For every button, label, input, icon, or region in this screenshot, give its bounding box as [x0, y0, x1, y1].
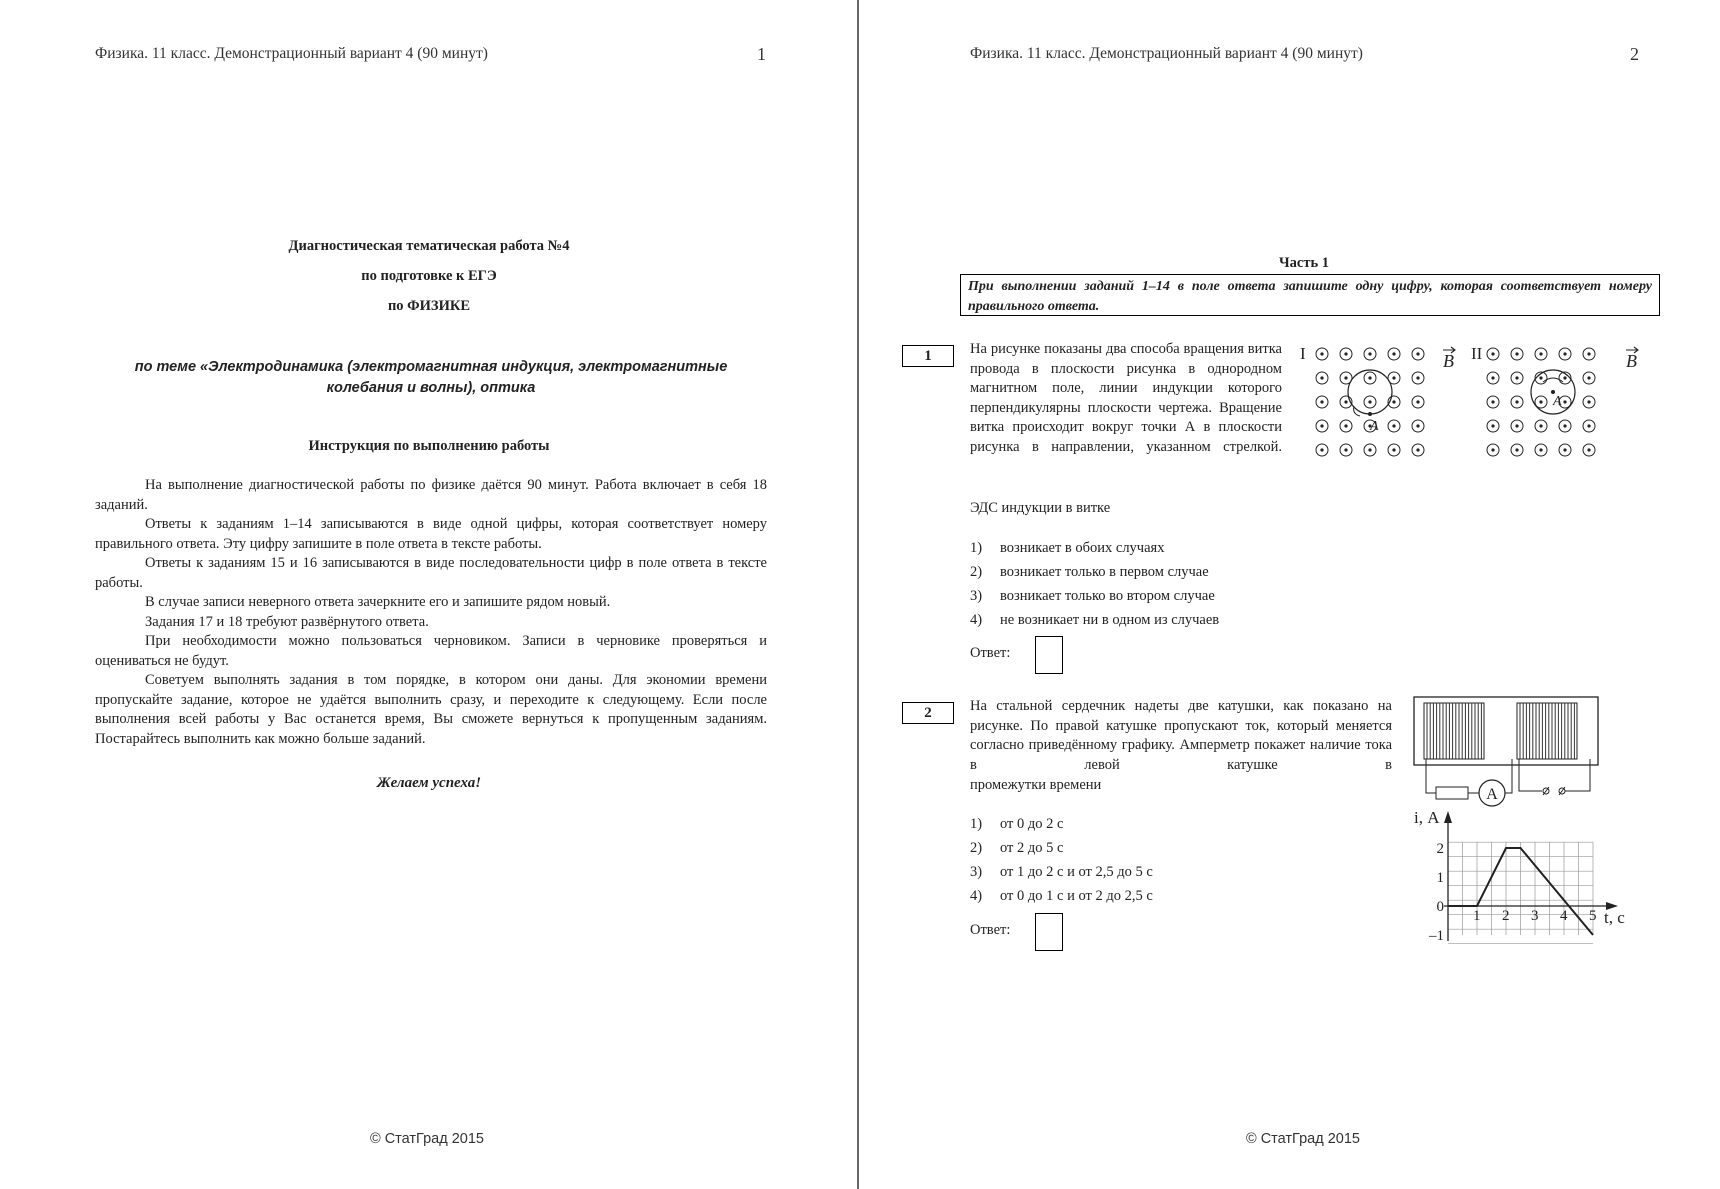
figure-label-II: II: [1471, 344, 1483, 363]
x-tick-label: 3: [1531, 908, 1539, 924]
y-tick-label: 1: [1436, 870, 1444, 886]
field-dot-center: [1491, 352, 1494, 355]
rotating-loop-figure: [1300, 342, 1637, 467]
x-tick-label: 5: [1589, 908, 1597, 924]
cover-theme-line: по теме «Электродинамика (электромагнитная индукция, электромагнитные: [134, 359, 728, 375]
option-4: 4) от 0 до 1 с и от 2 до 2,5 с: [970, 888, 1153, 904]
field-dot-center: [1515, 352, 1518, 355]
option-4: 4) не возникает ни в одном из случаев: [970, 612, 1220, 628]
field-dot-center: [1563, 400, 1566, 403]
field-dot-center: [1563, 448, 1566, 451]
answer-label: Ответ:: [970, 645, 1011, 661]
y-axis-arrow-icon: [1444, 811, 1452, 823]
field-dot-center: [1416, 376, 1419, 379]
y-tick-label: –1: [1429, 928, 1444, 944]
instruction-paragraph: Советуем выполнять задания в том порядке, в котором они даны. Для экономии времени пропускайте задание, которое не удаётся выполнить сразу, и переходите к следующему. Если после выполнения всей работы у Вас останется время, Вы сможете вернуться к пропущенным заданиям. Постарайтесь выполнить как можно больше заданий.: [95, 672, 767, 747]
x-tick-label: 2: [1502, 908, 1510, 924]
footer-copyright: © СтатГрад 2015: [1246, 1131, 1360, 1147]
field-dot-center: [1515, 424, 1518, 427]
y-tick-label: 0: [1436, 899, 1444, 915]
point-label: A: [1370, 419, 1379, 434]
field-dot-center: [1491, 424, 1494, 427]
option-2: 2) возникает только в первом случае: [970, 564, 1209, 580]
option-1: 1) от 0 до 2 с: [970, 816, 1064, 832]
task-number-box: 2: [902, 702, 954, 724]
instructions-text: [95, 476, 767, 749]
instruction-paragraph: В случае записи неверного ответа зачеркните его и запишите рядом новый.: [145, 594, 611, 610]
current-vs-time-chart: [1408, 805, 1633, 950]
instruction-paragraph: При необходимости можно пользоваться черновиком. Записи в черновике проверяться и оцениваться не будут.: [95, 633, 767, 669]
field-dot-center: [1587, 424, 1590, 427]
field-dot-center: [1491, 448, 1494, 451]
field-dot-center: [1491, 376, 1494, 379]
field-dot-center: [1587, 400, 1590, 403]
field-dot-center: [1392, 448, 1395, 451]
field-dot-center: [1344, 400, 1347, 403]
task-1-text-last: ЭДС индукции в витке: [970, 500, 1111, 516]
field-vector-label: B: [1626, 351, 1637, 371]
figure-label-I: I: [1300, 344, 1306, 363]
field-dot-center: [1344, 376, 1347, 379]
field-dot-center: [1344, 448, 1347, 451]
answer-field[interactable]: [1035, 913, 1063, 951]
cover-title-line: по подготовке к ЕГЭ: [361, 268, 497, 284]
field-dot-center: [1392, 376, 1395, 379]
field-dot-center: [1539, 424, 1542, 427]
instructions-title: Инструкция по выполнению работы: [308, 438, 550, 454]
field-dot-center: [1587, 352, 1590, 355]
page-1: [0, 0, 858, 1189]
part-title: Часть 1: [1279, 255, 1329, 271]
cover-title-line: по ФИЗИКЕ: [387, 298, 471, 314]
wish-text: Желаем успеха!: [376, 775, 482, 791]
field-dot-center: [1368, 376, 1371, 379]
cover-theme: [110, 357, 752, 399]
page-2: [860, 0, 1720, 1189]
field-dot-center: [1416, 448, 1419, 451]
option-2: 2) от 2 до 5 с: [970, 840, 1064, 856]
field-dot-center: [1539, 376, 1542, 379]
field-dot-center: [1539, 352, 1542, 355]
field-dot-center: [1320, 424, 1323, 427]
field-vector-label: B: [1443, 351, 1454, 371]
field-dot-center: [1563, 424, 1566, 427]
footer-copyright: © СтатГрад 2015: [370, 1131, 484, 1147]
field-dot-center: [1515, 448, 1518, 451]
field-dot-center: [1368, 352, 1371, 355]
task-2-text: На стальной сердечник надеты две катушки, как показано на рисунке. По правой катушке пропускают ток, который меняется согласно приведённому графику. Амперметр покажет наличие тока в левой катушке в: [970, 698, 1392, 773]
right-circuit-wire: [1519, 759, 1590, 791]
field-dot-center: [1539, 400, 1542, 403]
ammeter-label: A: [1486, 786, 1498, 803]
field-dot-center: [1515, 400, 1518, 403]
page-number: 2: [1630, 44, 1639, 64]
x-axis-label: t, с: [1604, 908, 1625, 927]
field-dot-center: [1392, 424, 1395, 427]
instruction-paragraph: Ответы к заданиям 15 и 16 записываются в виде последовательности цифр в поле ответа в тексте работы.: [95, 555, 767, 591]
field-dot-center: [1416, 424, 1419, 427]
chart-grid: [1448, 842, 1593, 944]
task-1-text: На рисунке показаны два способа вращения витка провода в плоскости рисунка в однородном магнитном поле, линии индукции которого перпендикулярны плоскости чертежа. Вращение витка происходит вокруг точки А в плоскости рисунка в направлении, указанном стрелкой.: [970, 341, 1282, 455]
rotation-point-A: [1368, 412, 1372, 416]
field-dot-center: [1344, 424, 1347, 427]
task-2-text-last: промежутки времени: [970, 777, 1102, 793]
instruction-paragraph: Ответы к заданиям 1–14 записываются в виде одной цифры, которая соответствует номеру правильного ответа. Эту цифру запишите в поле ответа в тексте работы.: [95, 516, 767, 552]
magnetic-field-dots-I: [1316, 348, 1424, 456]
page-number: 1: [757, 44, 766, 64]
x-tick-label: 4: [1560, 908, 1568, 924]
cover-theme-line: колебания и волны), оптика: [326, 380, 536, 396]
option-3: 3) возникает только во втором случае: [970, 588, 1215, 604]
field-dot-center: [1539, 448, 1542, 451]
field-dot-center: [1416, 352, 1419, 355]
magnetic-field-dots-II: [1487, 348, 1595, 456]
resistor: [1436, 787, 1468, 799]
option-3: 3) от 1 до 2 с и от 2,5 до 5 с: [970, 864, 1153, 880]
field-dot-center: [1320, 448, 1323, 451]
answer-label: Ответ:: [970, 922, 1011, 938]
field-dot-center: [1392, 400, 1395, 403]
field-dot-center: [1392, 352, 1395, 355]
field-dot-center: [1587, 376, 1590, 379]
cover-title-line: Диагностическая тематическая работа №4: [288, 238, 570, 254]
field-dot-center: [1320, 400, 1323, 403]
field-dot-center: [1587, 448, 1590, 451]
point-label: A: [1553, 394, 1562, 409]
y-axis-label: i, А: [1414, 808, 1440, 827]
header-title: Физика. 11 класс. Демонстрационный вариант 4 (90 минут): [970, 45, 1363, 62]
field-dot-center: [1344, 352, 1347, 355]
task-number-box: 1: [902, 345, 954, 367]
field-dot-center: [1515, 376, 1518, 379]
field-dot-center: [1491, 400, 1494, 403]
part-instructions-box: При выполнении заданий 1–14 в поле ответа запишите одну цифру, которая соответствует номеру правильного ответа.: [960, 274, 1660, 316]
field-dot-center: [1368, 448, 1371, 451]
field-dot-center: [1563, 376, 1566, 379]
field-dot-center: [1320, 376, 1323, 379]
y-tick-label: 2: [1436, 841, 1444, 857]
field-dot-center: [1368, 400, 1371, 403]
answer-field[interactable]: [1035, 636, 1063, 674]
x-tick-label: 1: [1473, 908, 1481, 924]
option-1: 1) возникает в обоих случаях: [970, 540, 1165, 556]
field-dot-center: [1320, 352, 1323, 355]
instruction-paragraph: На выполнение диагностической работы по физике даётся 90 минут. Работа включает в себя 18 заданий.: [95, 477, 767, 513]
instruction-paragraph: Задания 17 и 18 требуют развёрнутого ответа.: [145, 613, 429, 630]
field-dot-center: [1416, 400, 1419, 403]
header-title: Физика. 11 класс. Демонстрационный вариант 4 (90 минут): [95, 45, 488, 62]
coils-on-core-figure: [1412, 695, 1602, 810]
field-dot-center: [1563, 352, 1566, 355]
